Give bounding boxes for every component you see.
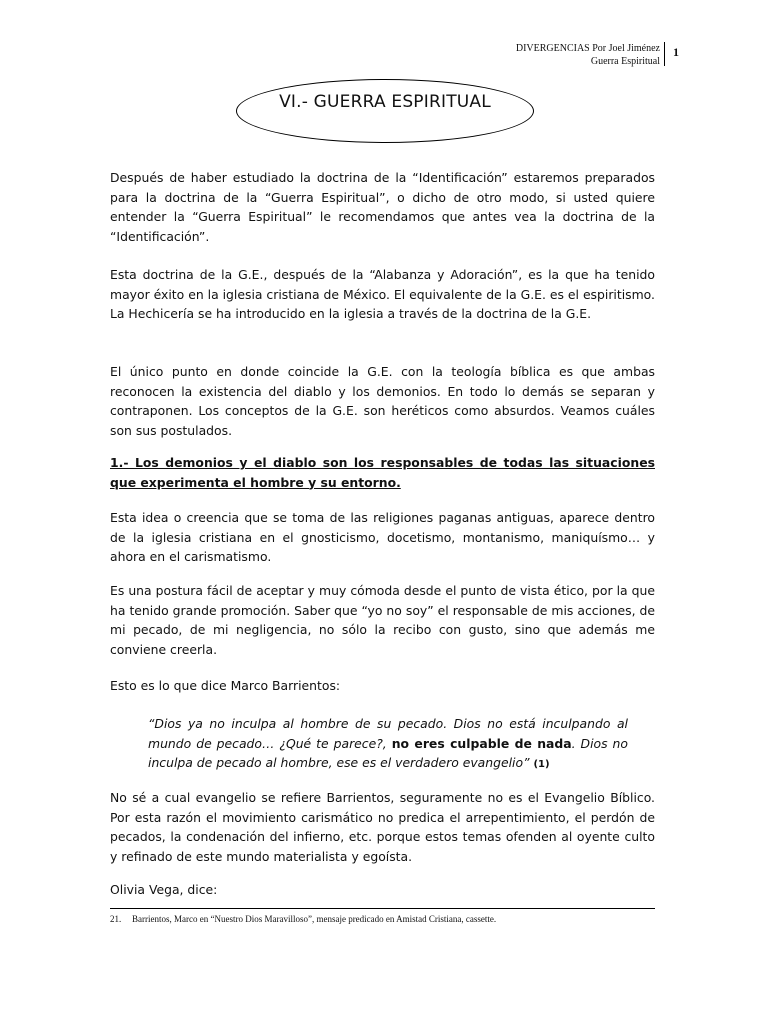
- header-line-1: DIVERGENCIAS Por Joel Jiménez: [515, 43, 660, 54]
- paragraph-7: No sé a cual evangelio se refiere Barrientos, seguramente no es el Evangelio Bíblico. Por esta razón el movimiento carismático no predica el arrepentimiento, el perdón de pecados, la condenación del infierno, etc. porque estos temas ofenden al oyente culto y refinado de este mundo materialista y egoísta.: [110, 790, 655, 864]
- footnote-text: Barrientos, Marco en “Nuestro Dios Maravilloso”, mensaje predicado en Amistad Cristiana, cassette.: [132, 914, 497, 924]
- block-quote: [148, 714, 628, 775]
- header-divider: [664, 42, 665, 66]
- paragraph-3: El único punto en donde coincide la G.E. con la teología bíblica es que ambas reconocen la existencia del diablo y los demonios. En todo lo demás se separan y contraponen. Los conceptos de la G.E. son heréticos como absurdos. Veamos cuáles son sus postulados.: [110, 364, 655, 438]
- paragraph-4: Esta idea o creencia que se toma de las religiones paganas antiguas, aparece dentro de la iglesia cristiana en el gnosticismo, docetismo, montanismo, maniquísmo… y ahora en el carismatismo.: [110, 510, 655, 564]
- header-line-2: Guerra Espiritual: [590, 56, 660, 67]
- footnote-reference: (1): [533, 759, 550, 770]
- running-header: [516, 42, 660, 68]
- paragraph-8: Olivia Vega, dice:: [110, 882, 218, 897]
- footnote-number: 21.: [110, 914, 122, 924]
- paragraph-5: Es una postura fácil de aceptar y muy cómoda desde el punto de vista ético, por la que ha tenido grande promoción. Saber que “yo no soy” el responsable de mis acciones, de mi pecado, de mi negligencia, no sólo la recibo con gusto, sino que además me conviene creerla.: [110, 583, 655, 657]
- page-number: 1: [673, 45, 679, 59]
- quote-emphasis: no eres culpable de nada: [391, 735, 572, 751]
- section-heading: 1.- Los demonios y el diablo son los responsables de todas las situaciones que experimenta el hombre y su entorno.: [110, 455, 655, 490]
- footnote: [110, 914, 496, 924]
- paragraph-2: Esta doctrina de la G.E., después de la “Alabanza y Adoración”, es la que ha tenido mayor éxito en la iglesia cristiana de México. El equivalente de la G.E. es el espiritismo. La Hechicería se ha introducido en la iglesia a través de la doctrina de la G.E.: [110, 267, 655, 321]
- paragraph-1: Después de haber estudiado la doctrina de la “Identificación” estaremos preparados para la doctrina de la “Guerra Espiritual”, o dicho de otro modo, si usted quiere entender la “Guerra Espiritual” le recomendamos que antes vea la doctrina de la “Identificación”.: [110, 170, 655, 244]
- quote-text-b: . Dios no inculpa de pecado al hombre, ese es el verdadero evangelio”: [148, 735, 628, 770]
- footnote-rule: [110, 908, 655, 909]
- paragraph-6: Esto es lo que dice Marco Barrientos:: [110, 678, 341, 693]
- quote-text-a: “Dios ya no inculpa al hombre de su pecado. Dios no está inculpando al mundo de pecado… ¿Qué te parece?,: [148, 716, 628, 751]
- page-title: VI.- GUERRA ESPIRITUAL: [279, 92, 491, 112]
